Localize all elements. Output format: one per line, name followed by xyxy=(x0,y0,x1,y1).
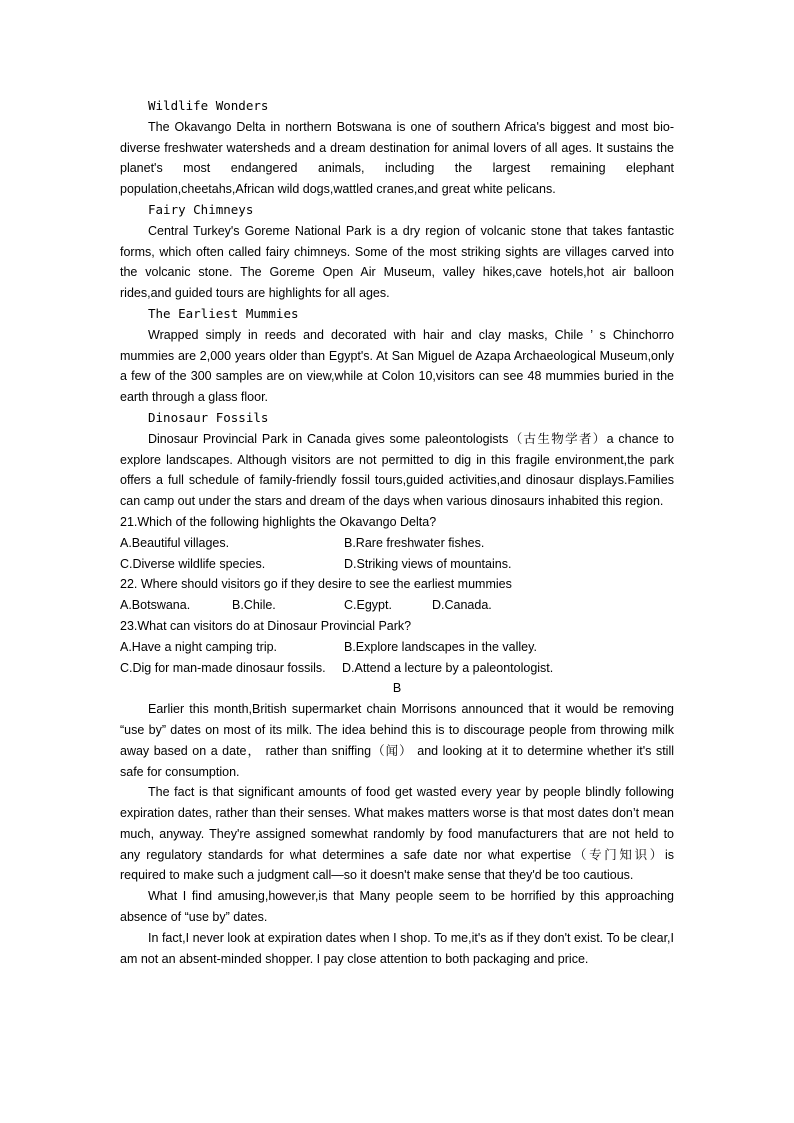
question-stem: 21.Which of the following highlights the Okavango Delta? xyxy=(120,514,437,529)
option-b: B.Explore landscapes in the valley. xyxy=(344,639,537,654)
option-row xyxy=(120,533,674,554)
option-b: B.Chile. xyxy=(232,598,276,613)
question-stem: 23.What can visitors do at Dinosaur Provincial Park? xyxy=(120,618,412,633)
option-d: D.Canada. xyxy=(432,598,492,613)
passage-text: Central Turkey's Goreme National Park is a dry region of volcanic stone that takes fantastic forms, which often called fairy chimneys. Some of the most striking sights are villages carved into the volcanic stone. The Goreme Open Air Museum, valley hikes,cave hotels,hot air balloon rides,and guided tours are highlights for all ages. xyxy=(120,223,674,301)
option-row xyxy=(120,637,674,658)
option-c: C.Egypt. xyxy=(344,598,392,613)
option-d: D.Attend a lecture by a paleontologist. xyxy=(342,660,554,675)
option-row xyxy=(120,595,674,616)
passage-text: Wrapped simply in reeds and decorated with hair and clay masks, Chile ’ s Chinchorro mummies are 2,000 years older than Egypt's. At San Miguel de Azapa Archaeological Museum,only a few of the 300 samples are on view,while at Colon 10,visitors can see 48 mummies buried in the earth through a glass floor. xyxy=(120,327,674,405)
passage-heading: Dinosaur Fossils xyxy=(148,409,269,425)
option-row xyxy=(120,658,674,679)
paragraph: The fact is that significant amounts of food get wasted every year by people blindly following expiration dates, rather than their senses. What makes matters worse is that most dates don’t mean much, anyway. They're assigned somewhat randomly by food manufacturers that are not held to any regulatory standards for what determines a safe date nor what expertise（专门知识）is required to make such a judgment call—so it doesn't make sense that they'd be too cautious. xyxy=(120,785,674,883)
option-b: B.Rare freshwater fishes. xyxy=(344,535,485,550)
paragraph: What I find amusing,however,is that Many people seem to be horrified by this approaching absence of “use by” dates. xyxy=(120,889,674,925)
passage-heading: Fairy Chimneys xyxy=(148,201,254,217)
option-d: D.Striking views of mountains. xyxy=(344,556,512,571)
option-a: A.Beautiful villages. xyxy=(120,535,230,550)
passage-heading: Wildlife Wonders xyxy=(148,98,269,113)
paragraph: In fact,I never look at expiration dates when I shop. To me,it's as if they don't exist. To be clear,I am not an absent-minded shopper. I pay close attention to both packaging and price. xyxy=(120,930,674,966)
passage-heading: The Earliest Mummies xyxy=(148,305,299,321)
section-label: B xyxy=(392,681,402,696)
option-row xyxy=(120,554,674,575)
document-page xyxy=(120,96,674,969)
passage-text: The Okavango Delta in northern Botswana is one of southern Africa's biggest and most bio-diverse freshwater watersheds and a dream destination for animal lovers of all ages. It sustains the planet's most endangered animals, including the largest remaining elephant population,cheetahs,African wild dogs,wattled cranes,and great white pelicans. xyxy=(120,119,674,197)
option-a: A.Have a night camping trip. xyxy=(120,639,278,654)
question-stem: 22. Where should visitors go if they desire to see the earliest mummies xyxy=(120,577,512,592)
passage-text: Dinosaur Provincial Park in Canada gives some paleontologists（古生物学者）a chance to explore landscapes. Although visitors are not permitted to dig in this fragile environment,the park offers a full schedule of family-friendly fossil tours,guided activities,and dinosaur displays.Families can camp out under the stars and dream of the days when various dinosaurs inhabited this region. xyxy=(120,431,674,509)
option-c: C.Diverse wildlife species. xyxy=(120,556,266,571)
option-c: C.Dig for man-made dinosaur fossils. xyxy=(120,660,326,675)
paragraph: Earlier this month,British supermarket chain Morrisons announced that it would be removing “use by” dates on most of its milk. The idea behind this is to discourage people from throwing milk away based on a date， rather than sniffing（闻） and looking at it to determine whether it's still safe for consumption. xyxy=(120,702,674,779)
option-a: A.Botswana. xyxy=(120,598,191,613)
